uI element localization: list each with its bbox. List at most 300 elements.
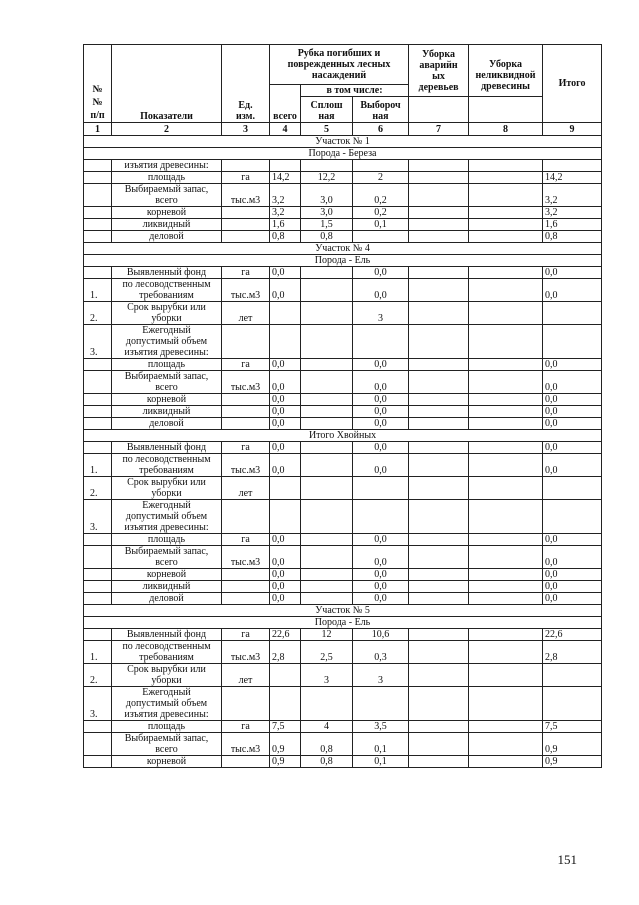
cell-value: 0,0 [353,418,409,430]
cell-value [409,546,469,569]
row-unit: га [222,172,270,184]
cell-value: 3 [353,302,409,325]
table-row [84,394,602,406]
cell-value: 4 [301,721,353,733]
row-number: 3. [84,687,112,721]
cell-value: 3,0 [301,207,353,219]
cell-value: 0,0 [543,359,602,371]
row-label: Срок вырубки или уборки [112,664,222,687]
cell-value [409,569,469,581]
cell-value [409,302,469,325]
table-row [84,418,602,430]
row-unit [222,500,270,534]
cell-value [469,546,543,569]
table-row [84,371,602,394]
row-unit: га [222,359,270,371]
section-title: Порода - Береза [84,148,602,160]
cell-value [409,477,469,500]
cell-value: 0,0 [353,394,409,406]
cell-value [469,534,543,546]
row-number [84,371,112,394]
row-unit [222,581,270,593]
cell-value: 22,6 [543,629,602,641]
section-title: Участок № 4 [84,243,602,255]
cell-value [543,325,602,359]
colnum: 2 [112,123,222,136]
cell-value: 0,0 [353,371,409,394]
cell-value [469,160,543,172]
cell-value [301,160,353,172]
cell-value [409,371,469,394]
section-row [84,243,602,255]
cell-value [469,581,543,593]
header-blank-7 [409,97,469,123]
row-unit: га [222,534,270,546]
cell-value [301,302,353,325]
row-label: по лесоводственным требованиям [112,641,222,664]
table-row [84,279,602,302]
row-label: Выявленный фонд [112,442,222,454]
cell-value [409,359,469,371]
row-label: корневой [112,756,222,768]
section-title: Участок № 5 [84,605,602,617]
cell-value: 3,2 [270,207,301,219]
cell-value: 0,0 [543,593,602,605]
cell-value: 0,8 [301,733,353,756]
row-label: Выбираемый запас, всего [112,371,222,394]
cell-value [469,207,543,219]
cell-value [270,325,301,359]
cell-value: 0,0 [270,454,301,477]
row-unit [222,394,270,406]
table-row [84,267,602,279]
cell-value: 0,8 [301,231,353,243]
table-row [84,219,602,231]
table-row [84,629,602,641]
cell-value [301,593,353,605]
header-clear: Сплош ная [301,97,353,123]
cell-value [409,664,469,687]
cell-value: 3,2 [543,184,602,207]
row-label: площадь [112,172,222,184]
row-unit [222,418,270,430]
colnum: 3 [222,123,270,136]
cell-value [469,394,543,406]
table-row [84,500,602,534]
colnum: 4 [270,123,301,136]
row-number [84,160,112,172]
cell-value: 0,0 [270,267,301,279]
header-emergency: Уборка аварийн ых деревьев [409,45,469,97]
cell-value [301,581,353,593]
row-unit: лет [222,302,270,325]
section-row [84,136,602,148]
cell-value: 0,0 [353,442,409,454]
header-felling-group: Рубка погибших и поврежденных лесных насаждений [270,45,409,85]
section-title: Участок № 1 [84,136,602,148]
cell-value [409,184,469,207]
row-number [84,207,112,219]
cell-value: 0,0 [543,279,602,302]
table-row [84,442,602,454]
row-unit: тыс.м3 [222,371,270,394]
cell-value [409,406,469,418]
table-row [84,733,602,756]
row-number [84,629,112,641]
cell-value [469,687,543,721]
cell-value: 1,6 [543,219,602,231]
cell-value [301,569,353,581]
row-unit [222,569,270,581]
cell-value [353,500,409,534]
cell-value [469,477,543,500]
table-row [84,687,602,721]
page-number: 151 [557,852,577,867]
cell-value [301,359,353,371]
row-label: изъятия древесины: [112,160,222,172]
cell-value [469,172,543,184]
cell-value [409,219,469,231]
cell-value: 0,0 [543,371,602,394]
cell-value: 0,9 [270,733,301,756]
row-unit [222,687,270,721]
row-label: деловой [112,418,222,430]
row-label: ликвидный [112,406,222,418]
cell-value [409,207,469,219]
section-title: Порода - Ель [84,255,602,267]
cell-value [270,160,301,172]
cell-value [543,477,602,500]
row-number: 2. [84,477,112,500]
cell-value: 0,0 [543,454,602,477]
cell-value: 22,6 [270,629,301,641]
section-row [84,605,602,617]
row-unit: тыс.м3 [222,279,270,302]
row-number [84,593,112,605]
cell-value: 0,0 [270,371,301,394]
cell-value [469,279,543,302]
section-row [84,148,602,160]
row-unit: га [222,721,270,733]
table-row [84,593,602,605]
cell-value [301,442,353,454]
row-unit: лет [222,477,270,500]
row-number [84,184,112,207]
cell-value: 0,0 [270,546,301,569]
row-number: 3. [84,325,112,359]
table-row [84,406,602,418]
cell-value [543,500,602,534]
cell-value: 1,6 [270,219,301,231]
row-number [84,442,112,454]
header-unit: Ед. изм. [222,45,270,123]
cell-value [469,454,543,477]
cell-value: 2 [353,172,409,184]
cell-value [270,477,301,500]
table-row [84,359,602,371]
row-number: 1. [84,279,112,302]
section-row [84,430,602,442]
cell-value [469,184,543,207]
header-total: всего [270,85,301,123]
cell-value: 0,0 [353,569,409,581]
felling-table [83,44,602,768]
table-row [84,664,602,687]
row-number [84,546,112,569]
cell-value: 0,0 [543,581,602,593]
cell-value: 0,0 [270,593,301,605]
cell-value: 0,0 [543,442,602,454]
row-label: деловой [112,593,222,605]
colnum: 9 [543,123,602,136]
row-unit: тыс.м3 [222,184,270,207]
row-number: 2. [84,302,112,325]
cell-value [409,172,469,184]
cell-value: 0,9 [543,733,602,756]
table-row [84,534,602,546]
cell-value [469,629,543,641]
cell-value [469,231,543,243]
cell-value: 0,8 [270,231,301,243]
row-label: корневой [112,207,222,219]
table-row [84,756,602,768]
row-unit [222,231,270,243]
cell-value: 0,2 [353,184,409,207]
cell-value: 0,0 [353,534,409,546]
cell-value: 0,0 [543,546,602,569]
cell-value [469,371,543,394]
header-number: № № п/п [84,45,112,123]
cell-value [469,593,543,605]
cell-value [543,302,602,325]
colnum: 6 [353,123,409,136]
cell-value: 3 [301,664,353,687]
cell-value [353,687,409,721]
section-title: Порода - Ель [84,617,602,629]
row-number: 3. [84,500,112,534]
row-label: площадь [112,721,222,733]
cell-value [301,371,353,394]
cell-value [409,231,469,243]
cell-value [409,641,469,664]
row-unit [222,406,270,418]
cell-value [409,267,469,279]
row-unit: га [222,267,270,279]
cell-value: 0,0 [543,406,602,418]
table-row [84,546,602,569]
row-label: Выбираемый запас, всего [112,184,222,207]
table-row [84,477,602,500]
cell-value [409,721,469,733]
cell-value [469,442,543,454]
colnum: 7 [409,123,469,136]
cell-value [469,325,543,359]
cell-value [469,756,543,768]
cell-value: 0,8 [543,231,602,243]
cell-value: 14,2 [270,172,301,184]
row-unit: тыс.м3 [222,454,270,477]
cell-value [301,394,353,406]
cell-value: 0,0 [353,267,409,279]
cell-value: 7,5 [270,721,301,733]
cell-value: 0,1 [353,756,409,768]
cell-value [409,581,469,593]
cell-value [469,569,543,581]
cell-value: 0,0 [543,267,602,279]
cell-value [409,733,469,756]
cell-value: 0,0 [543,418,602,430]
cell-value: 2,5 [301,641,353,664]
cell-value: 0,0 [353,546,409,569]
cell-value: 0,3 [353,641,409,664]
cell-value: 2,8 [543,641,602,664]
row-number: 1. [84,641,112,664]
cell-value: 0,0 [270,406,301,418]
header-blank-8 [469,97,543,123]
cell-value [543,664,602,687]
table-row [84,172,602,184]
cell-value: 14,2 [543,172,602,184]
cell-value: 12,2 [301,172,353,184]
cell-value [409,593,469,605]
table-body [84,136,602,768]
row-unit [222,219,270,231]
cell-value [301,454,353,477]
cell-value [409,442,469,454]
cell-value: 0,0 [270,394,301,406]
row-label: корневой [112,394,222,406]
row-label: Ежегодный допустимый объем изъятия древесины: [112,325,222,359]
table-row [84,641,602,664]
table-row [84,454,602,477]
row-unit: тыс.м3 [222,733,270,756]
cell-value: 0,2 [353,207,409,219]
row-label: Выбираемый запас, всего [112,546,222,569]
row-label: Выявленный фонд [112,267,222,279]
cell-value [543,687,602,721]
cell-value: 10,6 [353,629,409,641]
row-label: Выбираемый запас, всего [112,733,222,756]
cell-value [469,733,543,756]
cell-value [270,500,301,534]
cell-value: 0,8 [301,756,353,768]
cell-value: 0,0 [270,359,301,371]
cell-value [409,325,469,359]
row-unit [222,160,270,172]
table-row [84,721,602,733]
cell-value [301,534,353,546]
row-label: Выявленный фонд [112,629,222,641]
row-unit: га [222,442,270,454]
cell-value [353,325,409,359]
cell-value [409,418,469,430]
cell-value: 3,0 [301,184,353,207]
cell-value: 0,9 [543,756,602,768]
cell-value: 0,0 [543,534,602,546]
cell-value [409,500,469,534]
cell-value [469,219,543,231]
header-illiquid: Уборка неликвидной древесины [469,45,543,97]
row-label: площадь [112,359,222,371]
row-number [84,219,112,231]
cell-value: 0,0 [353,581,409,593]
section-row [84,617,602,629]
row-label: Ежегодный допустимый объем изъятия древесины: [112,687,222,721]
row-number [84,267,112,279]
cell-value [301,267,353,279]
row-label: ликвидный [112,581,222,593]
row-number [84,733,112,756]
row-label: по лесоводственным требованиям [112,454,222,477]
cell-value: 0,0 [270,279,301,302]
cell-value [270,687,301,721]
cell-value: 0,0 [353,279,409,302]
cell-value: 0,0 [353,406,409,418]
cell-value: 0,0 [353,593,409,605]
cell-value [301,325,353,359]
cell-value: 0,0 [353,454,409,477]
cell-value [301,477,353,500]
cell-value [353,231,409,243]
cell-value: 12 [301,629,353,641]
cell-value [270,664,301,687]
cell-value: 0,0 [270,534,301,546]
row-number [84,418,112,430]
row-label: деловой [112,231,222,243]
colnum: 5 [301,123,353,136]
cell-value: 0,0 [270,418,301,430]
cell-value [409,454,469,477]
cell-value: 0,0 [270,442,301,454]
cell-value [409,279,469,302]
cell-value [301,687,353,721]
cell-value: 0,1 [353,219,409,231]
cell-value: 7,5 [543,721,602,733]
cell-value: 0,0 [270,569,301,581]
cell-value [409,534,469,546]
cell-value [301,406,353,418]
row-label: Срок вырубки или уборки [112,302,222,325]
row-number [84,406,112,418]
row-unit: лет [222,664,270,687]
table-row [84,581,602,593]
cell-value [301,500,353,534]
row-number [84,534,112,546]
cell-value: 3,5 [353,721,409,733]
row-number [84,359,112,371]
colnum: 1 [84,123,112,136]
cell-value: 0,1 [353,733,409,756]
cell-value [469,302,543,325]
row-unit: тыс.м3 [222,641,270,664]
cell-value [469,721,543,733]
row-unit: га [222,629,270,641]
row-number [84,231,112,243]
header-including: в том числе: [301,85,409,97]
row-label: Ежегодный допустимый объем изъятия древесины: [112,500,222,534]
cell-value: 0,0 [543,569,602,581]
table-row [84,207,602,219]
cell-value [409,756,469,768]
row-number: 1. [84,454,112,477]
cell-value [469,359,543,371]
table-row [84,231,602,243]
cell-value [543,160,602,172]
cell-value: 3,2 [543,207,602,219]
cell-value [301,279,353,302]
row-unit [222,756,270,768]
cell-value [469,500,543,534]
